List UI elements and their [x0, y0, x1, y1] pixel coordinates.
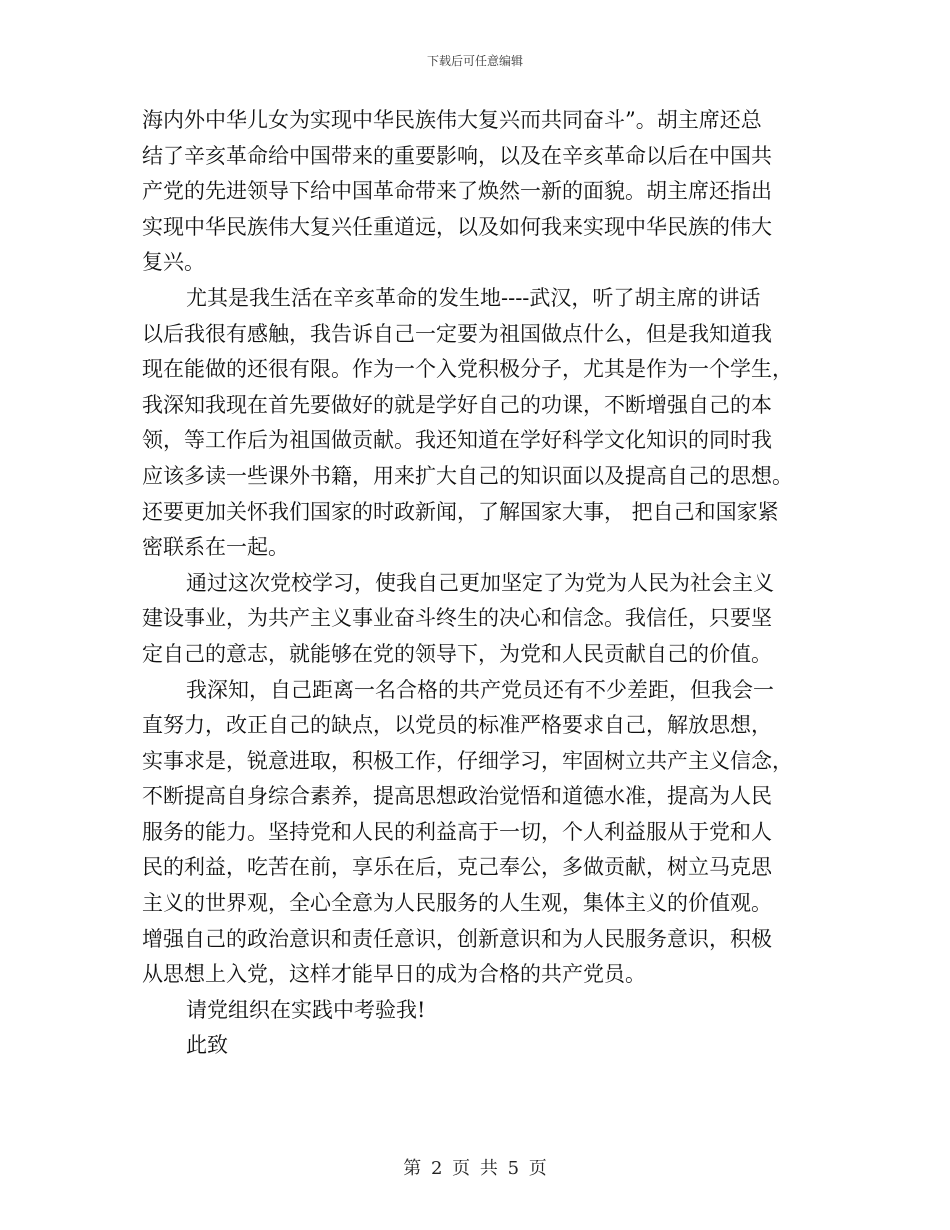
page-number: 第 2 页 共 5 页 [403, 1158, 547, 1179]
text-line: 直努力，改正自己的缺点，以党员的标准严格要求自己，解放思想， [142, 713, 772, 738]
text-line: 实现中华民族伟大复兴任重道远，以及如何我来实现中华民族的伟大 [142, 214, 772, 239]
text-line: 海内外中华儿女为实现中华民族伟大复兴而共同奋斗”。胡主席还总 [142, 108, 762, 132]
text-line: 民的利益，吃苦在前，享乐在后，克己奉公，多做贡献，树立马克思 [142, 855, 772, 880]
text-line: 还要更加关怀我们国家的时政新闻，了解国家大事， 把自己和国家紧 [142, 499, 779, 524]
text-line: 定自己的意志，就能够在党的领导下，为党和人民贡献自己的价值。 [142, 641, 772, 666]
text-line: 产党的先进领导下给中国革命带来了焕然一新的面貌。胡主席还指出 [142, 179, 772, 204]
text-line: 结了辛亥革命给中国带来的重要影响，以及在辛亥革命以后在中国共 [142, 143, 772, 168]
paragraph-start-line: 请党组织在实践中考验我! [186, 997, 426, 1022]
paragraph-start-line: 尤其是我生活在辛亥革命的发生地----武汉，听了胡主席的讲话 [186, 285, 761, 310]
document-body [142, 103, 802, 1064]
text-line: 服务的能力。坚持党和人民的利益高于一切，个人利益服从于党和人 [142, 819, 772, 844]
text-line: 我深知我现在首先要做好的就是学好自己的功课，不断增强自己的本 [142, 392, 772, 417]
text-line: 应该多读一些课外书籍，用来扩大自己的知识面以及提高自己的思想。 [142, 463, 793, 488]
text-line: 以后我很有感触，我告诉自己一定要为祖国做点什么，但是我知道我 [142, 321, 772, 346]
text-line: 增强自己的政治意识和责任意识，创新意识和为人民服务意识，积极 [142, 926, 772, 951]
text-line: 建设事业，为共产主义事业奋斗终生的决心和信念。我信任，只要坚 [142, 606, 772, 631]
text-line: 现在能做的还很有限。作为一个入党积极分子，尤其是作为一个学生， [142, 357, 793, 382]
text-line: 实事求是，锐意进取，积极工作，仔细学习，牢固树立共产主义信念， [142, 748, 793, 773]
text-line: 复兴。 [142, 250, 205, 275]
text-line: 密联系在一起。 [142, 535, 289, 560]
closing-salutation: 此致 [186, 1033, 228, 1058]
paragraph-start-line: 通过这次党校学习，使我自己更加坚定了为党为人民为社会主义 [186, 570, 774, 595]
page-header: 下载后可任意编辑 [426, 54, 523, 68]
text-line: 从思想上入党，这样才能早日的成为合格的共产党员。 [142, 962, 646, 987]
text-line: 领，等工作后为祖国做贡献。我还知道在学好科学文化知识的同时我 [142, 428, 772, 453]
paragraph-start-line: 我深知，自己距离一名合格的共产党员还有不少差距，但我会一 [186, 677, 774, 702]
text-line: 不断提高自身综合素养，提高思想政治觉悟和道德水准，提高为人民 [142, 784, 772, 809]
text-line: 主义的世界观，全心全意为人民服务的人生观，集体主义的价值观。 [142, 891, 772, 916]
